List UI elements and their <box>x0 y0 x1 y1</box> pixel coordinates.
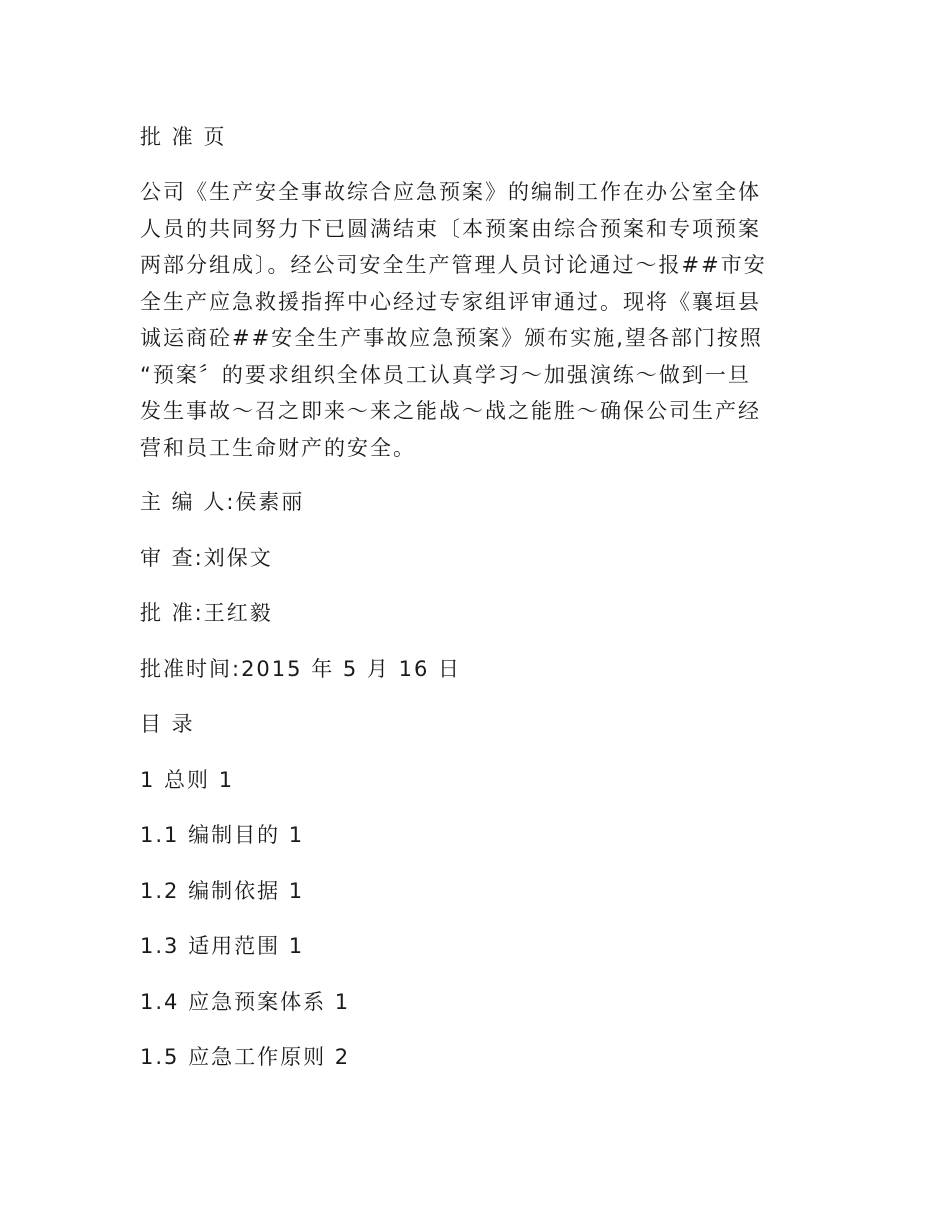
paragraph-line: 两部分组成〕。经公司安全生产管理人员讨论通过～报##市安 <box>140 253 767 277</box>
toc-item: 1.3 适用范围 1 <box>140 934 305 958</box>
intro-paragraph <box>140 174 812 466</box>
paragraph-line: 全生产应急救援指挥中心经过专家组评审通过。现将《襄垣县 <box>140 289 761 314</box>
approver-line: 批 准:王红毅 <box>140 601 273 625</box>
approval-date-line: 批准时间:2015 年 5 月 16 日 <box>140 657 461 681</box>
reviewer-line: 审 查:刘保文 <box>140 546 273 570</box>
paragraph-line: 人员的共同努力下已圆满结束〔本预案由综合预案和专项预案 <box>140 216 761 241</box>
paragraph-line: “预案〞的要求组织全体员工认真学习～加强演练～做到一旦 <box>140 362 751 387</box>
paragraph-line: 诚运商砼##安全生产事故应急预案》颁布实施,望各部门按照 <box>140 326 763 350</box>
paragraph-line: 公司《生产安全事故综合应急预案》的编制工作在办公室全体 <box>140 180 761 204</box>
editor-line: 主 编 人:侯素丽 <box>140 490 305 514</box>
toc-item: 1.5 应急工作原则 2 <box>140 1045 351 1069</box>
toc-item: 1.4 应急预案体系 1 <box>140 990 351 1014</box>
paragraph-line: 发生事故～召之即来～来之能战～战之能胜～确保公司生产经 <box>140 399 761 423</box>
toc-item: 1 总则 1 <box>140 768 235 792</box>
toc-item: 1.1 编制目的 1 <box>140 823 305 847</box>
toc-title: 目 录 <box>140 712 195 736</box>
paragraph-line: 营和员工生命财产的安全。 <box>140 435 416 460</box>
page-heading: 批 准 页 <box>140 125 227 149</box>
toc-item: 1.2 编制依据 1 <box>140 879 305 903</box>
